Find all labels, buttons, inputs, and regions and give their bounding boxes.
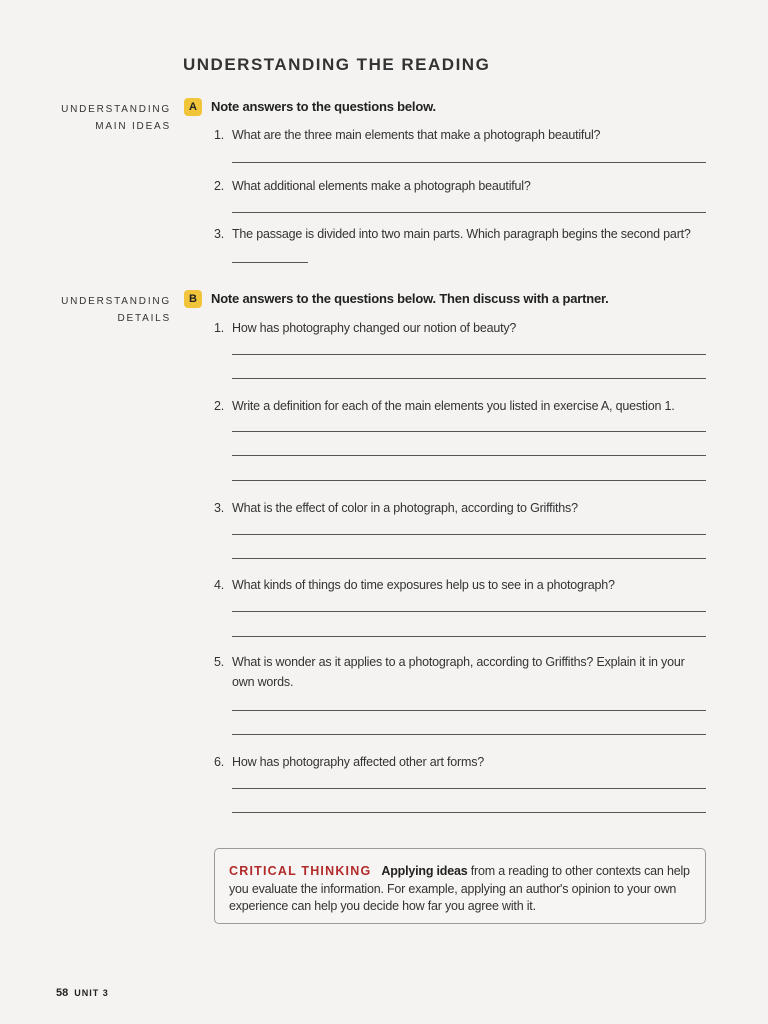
page-footer — [56, 987, 109, 999]
answer-line[interactable] — [232, 354, 706, 355]
exercise-badge-b: B — [184, 290, 202, 308]
answer-line[interactable] — [232, 812, 706, 813]
answer-line[interactable] — [232, 212, 706, 213]
question-a2: 2. What additional elements make a photograph beautiful? — [214, 179, 531, 193]
unit-label: UNIT 3 — [74, 988, 109, 998]
page-number: 58 — [56, 987, 69, 999]
question-b6: 6. How has photography affected other art forms? — [214, 755, 485, 769]
answer-line[interactable] — [232, 455, 706, 456]
answer-line[interactable] — [232, 710, 706, 711]
answer-line[interactable] — [232, 611, 706, 612]
exercise-badge-a: A — [184, 98, 202, 116]
answer-line[interactable] — [232, 431, 706, 432]
answer-line[interactable] — [232, 162, 706, 163]
answer-line[interactable] — [232, 262, 308, 263]
question-b1: 1. How has photography changed our notion of beauty? — [214, 321, 517, 335]
instruction-a: Note answers to the questions below. — [211, 99, 436, 114]
question-b2: 2. Write a definition for each of the main elements you listed in exercise A, question 1. — [214, 399, 675, 413]
question-b3: 3. What is the effect of color in a photograph, according to Griffiths? — [214, 501, 578, 515]
question-b4: 4. What kinds of things do time exposures help us to see in a photograph? — [214, 578, 615, 592]
answer-line[interactable] — [232, 534, 706, 535]
critical-thinking-bold: Applying ideas — [381, 864, 468, 878]
question-a1: 1. What are the three main elements that make a photograph beautiful? — [214, 128, 601, 142]
side-label-main-ideas: UNDERSTANDING MAIN IDEAS — [61, 104, 171, 132]
critical-thinking-text — [229, 863, 695, 916]
page-title: UNDERSTANDING THE READING — [183, 55, 491, 74]
instruction-b: Note answers to the questions below. Then discuss with a partner. — [211, 291, 609, 306]
critical-thinking-box — [214, 848, 706, 924]
question-b5: 5. What is wonder as it applies to a photograph, according to Griffiths? Explain it in your own words. — [214, 655, 685, 689]
answer-line[interactable] — [232, 734, 706, 735]
side-label-details: UNDERSTANDING DETAILS — [61, 296, 171, 324]
critical-thinking-body: from a reading to other contexts can help you evaluate the information. For example, applying an author's opinion to your own experience can help you decide how far you agree with it. — [229, 864, 690, 913]
answer-line[interactable] — [232, 636, 706, 637]
answer-line[interactable] — [232, 378, 706, 379]
answer-line[interactable] — [232, 788, 706, 789]
critical-thinking-label: CRITICAL THINKING — [229, 864, 372, 878]
answer-line[interactable] — [232, 480, 706, 481]
question-a3: 3. The passage is divided into two main parts. Which paragraph begins the second part? — [214, 227, 691, 241]
answer-line[interactable] — [232, 558, 706, 559]
